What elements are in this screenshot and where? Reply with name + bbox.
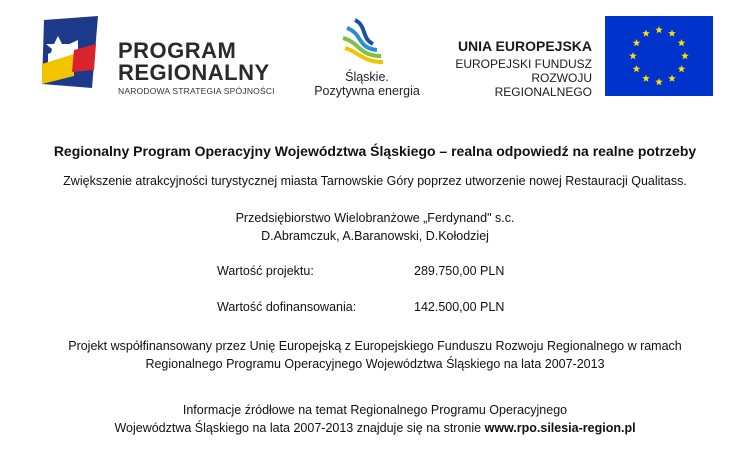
slaskie-logo-name: Śląskie. [345,70,389,84]
company-owners: D.Abramczuk, A.Baranowski, D.Kołodziej [261,229,489,243]
slaskie-logo-tagline: Pozytywna energia [314,84,420,98]
program-regionalny-logo [38,14,308,104]
eu-star-icon [678,65,686,72]
eu-star-icon [668,75,676,82]
eu-star-icon [633,39,641,46]
eu-star-icon [655,78,663,85]
cofunding-note-line1: Projekt współfinansowany przez Unię Europejską z Europejskiego Funduszu Rozwoju Regionalnego w ramach [68,339,682,353]
project-value-amount: 289.750,00 PLN [414,264,505,278]
eu-star-icon [678,39,686,46]
eu-star-icon [668,29,676,36]
page-title: Regionalny Program Operacyjny Województwa Śląskiego – realna odpowiedź na realne potrzeby [53,143,697,159]
eu-logo-line2: EUROPEJSKI FUNDUSZ [455,57,592,71]
eu-logo-line1: UNIA EUROPEJSKA [457,38,592,54]
info-line2 [0,419,750,437]
eu-star-icon [642,75,650,82]
eu-logo-text [432,38,592,99]
eu-stars-icon [605,16,713,96]
cofunding-note-line2: Regionalnego Programu Operacyjnego Województwa Śląskiego na lata 2007-2013 [145,357,605,371]
eu-star-icon [681,52,689,59]
info-line2-text: Województwa Śląskiego na lata 2007-2013 znajduje się na stronie [114,421,485,435]
program-logo-line1: PROGRAM [118,38,237,63]
eu-star-icon [655,26,663,33]
eu-star-icon [633,65,641,72]
program-logo-line2: REGIONALNY [118,60,270,85]
eu-star-icon [629,52,637,59]
eu-star-icon [642,29,650,36]
project-value-label: Wartość projektu: [217,264,314,278]
program-logo-subtitle: NARODOWA STRATEGIA SPÓJNOŚCI [118,86,275,96]
cofinance-value-label: Wartość dofinansowania: [217,300,357,314]
company-name: Przedsiębiorstwo Wielobranżowe „Ferdynand" s.c. [235,211,515,225]
eu-logo-line3: ROZWOJU REGIONALNEGO [494,71,592,99]
cofinance-value-amount: 142.500,00 PLN [414,300,505,314]
slaskie-logo [312,16,422,106]
eu-flag-icon [605,16,713,96]
info-website-link[interactable]: www.rpo.silesia-region.pl [484,421,636,435]
program-regionalny-emblem-icon [38,14,108,94]
project-description: Zwiększenie atrakcyjności turystycznej miasta Tarnowskie Góry poprzez utworzenie nowej Restauracji Qualitass. [63,174,687,188]
slaskie-waves-icon [337,16,397,68]
info-line1: Informacje źródłowe na temat Regionalnego Programu Operacyjnego [182,403,568,417]
